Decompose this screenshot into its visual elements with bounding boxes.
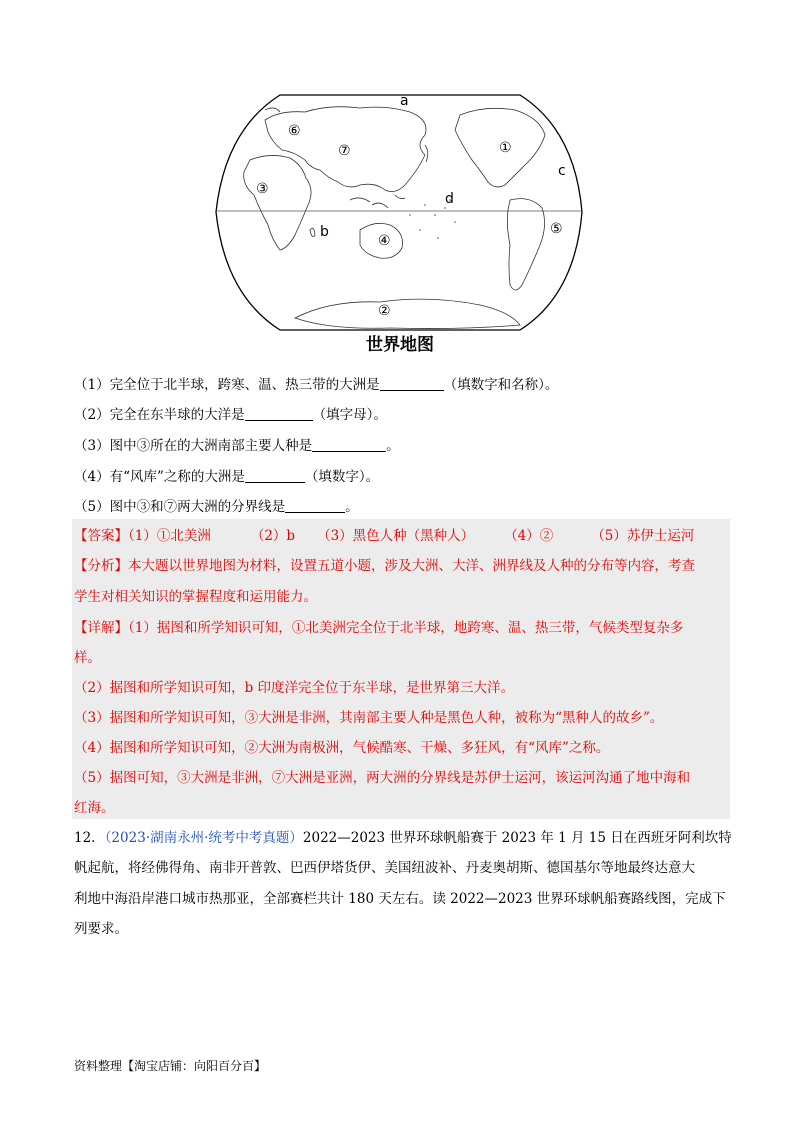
detail-line-6: （5）据图可知，③大洲是非洲，⑦大洲是亚洲，两大洲的分界线是苏伊士运河，该运河沟通了地中海和 [74, 770, 691, 786]
detail-line-2: 样。 [74, 650, 101, 666]
map-label-a: a [400, 93, 409, 109]
detail-line-7: 红海。 [74, 800, 115, 816]
question-12-text-1: 2022—2023 世界环球帆船赛于 2023 年 1 月 15 日在西班牙阿利坎特 [302, 830, 732, 846]
world-map-graphic [210, 90, 590, 335]
question-5-blank[interactable] [285, 498, 345, 513]
question-4-blank[interactable] [245, 468, 305, 483]
detail-line-3: （2）据图和所学知识可知，b 印度洋完全位于东半球，是世界第三大洋。 [74, 680, 515, 696]
question-12-line-2: 帆起航，将经佛得角、南非开普敦、巴西伊塔货伊、美国纽波补、丹麦奥胡斯、德国基尔等地最终达意大 [74, 860, 695, 876]
answer-1: （1）①北美洲 [128, 528, 211, 544]
answer-line [74, 526, 694, 546]
map-label-6: ⑥ [288, 123, 301, 139]
answer-3: （3）黑色人种（黑种人） [317, 528, 475, 544]
question-3-suffix: 。 [386, 438, 400, 454]
detail-line-5: （4）据图和所学知识可知，②大洲为南极洲，气候酷寒、干燥、多狂风，有“风库”之称。 [74, 740, 610, 756]
question-3-text: （3）图中③所在的大洲南部主要人种是 [74, 438, 313, 454]
detail-line-4: （3）据图和所学知识可知，③大洲是非洲，其南部主要人种是黑色人种，被称为“黑种人的故乡”。 [74, 710, 664, 726]
map-label-5: ⑤ [550, 221, 563, 237]
map-label-2: ② [378, 303, 391, 319]
question-1 [74, 375, 558, 395]
detail-line-1: 【详解】（1）据图和所学知识可知，①北美洲完全位于北半球，地跨寒、温、热三带，气候类型复杂多 [74, 620, 684, 636]
answer-2: （2）b [250, 528, 296, 544]
question-5 [74, 497, 359, 517]
world-map-figure [210, 90, 590, 355]
map-label-1: ① [499, 140, 512, 156]
question-1-blank[interactable] [380, 376, 444, 391]
answer-4: （4）② [504, 528, 554, 544]
question-3-blank[interactable] [312, 437, 386, 452]
question-12-line-4: 列要求。 [74, 921, 128, 937]
question-3 [74, 436, 400, 456]
map-title: 世界地图 [366, 335, 434, 355]
answer-5: （5）苏伊士运河 [591, 528, 695, 544]
map-label-7: ⑦ [338, 143, 351, 159]
question-4-suffix: （填数字）。 [304, 469, 380, 485]
map-label-b: b [320, 224, 329, 240]
map-label-d: d [445, 191, 454, 207]
question-5-suffix: 。 [345, 499, 359, 515]
question-2 [74, 405, 387, 425]
map-label-3: ③ [256, 181, 269, 197]
question-1-suffix: （填数字和名称）。 [443, 377, 559, 393]
analysis-line-1: 【分析】本大题以世界地图为材料，设置五道小题，涉及大洲、大洋、洲界线及人种的分布等内容，考查 [74, 558, 695, 574]
answer-label: 【答案】 [74, 528, 128, 544]
question-2-blank[interactable] [245, 406, 313, 421]
question-5-text: （5）图中③和⑦两大洲的分界线是 [74, 499, 286, 515]
question-4 [74, 467, 379, 487]
map-label-4: ④ [378, 233, 391, 249]
question-12-number: 12． [74, 830, 105, 846]
question-12-line-1 [74, 828, 732, 848]
question-12-line-3: 利地中海沿岸港口城市热那亚，全部赛栏共计 180 天左右。读 2022—2023 世界环球帆船赛路线图，完成下 [74, 891, 726, 907]
map-label-c: c [558, 163, 566, 179]
question-4-text: （4）有“风库”之称的大洲是 [74, 469, 245, 485]
question-2-text: （2）完全在东半球的大洋是 [74, 407, 245, 423]
analysis-line-2: 学生对相关知识的掌握程度和运用能力。 [74, 589, 317, 605]
footer-source: 资料整理【淘宝店铺：向阳百分百】 [74, 1059, 267, 1073]
question-2-suffix: （填字母）。 [312, 407, 387, 423]
question-1-text: （1）完全位于北半球，跨寒、温、热三带的大洲是 [74, 377, 380, 393]
question-12-source: （2023·湖南永州·统考中考真题） [104, 830, 303, 846]
